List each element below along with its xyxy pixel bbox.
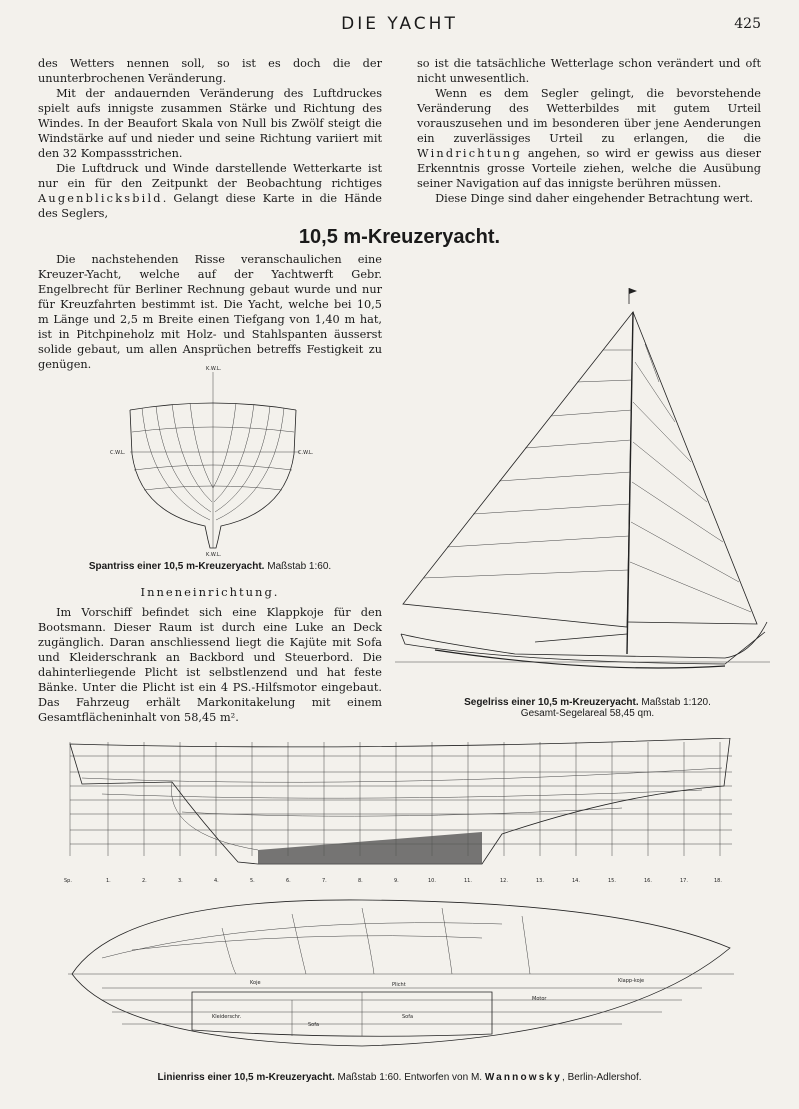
text-run: angehen, so wird er gewiss aus dieser Erkenntnis grosse Vorteile ziehen, welche die Ausübung seiner Navigation auf das innigste berühren müssen. [417,147,761,190]
plan-label: Plicht [392,982,406,988]
kwl-bottom-label: K.W.L. [206,552,222,558]
station-label: 14. [572,878,580,884]
emphasized-text: Windrichtung [417,147,522,160]
text-run: . Gelangt diese Karte in die Hände des Seglers, [38,192,382,220]
cwl-right-label: C.W.L. [298,450,314,456]
paragraph: Die nachstehenden Risse veranschaulichen eine Kreuzer-Yacht, welche auf der Yachtwerft Gebr. Engelbrecht für Berliner Rechnung gebaut wurde und nur für Kreuzfahrten bestimmt ist. Die Yacht, welche bei 10,5 m Länge und 2,5 m Breite einen Tiefgang von 1,40 m hat, ist in Pitchpineholz mit Holz- und Stahlspanten äusserst solide gebaut, um allen Ansprüchen betreffs Festigkeit zu genügen. [38,253,382,371]
paragraph: Diese Dinge sind daher eingehender Betrachtung wert. [435,192,754,205]
paragraph: des Wetters nennen soll, so ist es doch die der ununterbrochenen Veränderung. [38,57,382,85]
station-label: 6. [286,878,291,884]
caption-area: Gesamt-Segelareal 58,45 qm. [520,708,655,719]
paragraph: Mit der andauernden Veränderung des Luftdruckes spielt aufs innigste zusammen Stärke und Richtung des Windes. In der Beaufort Skala von Null bis Zwölf steigt die Windstärke auf und nieder und seine Richtung variiert mit den 32 Kompassstrichen. [38,87,382,160]
plan-label: Sofa [308,1022,320,1028]
cwl-left-label: C.W.L. [110,450,126,456]
paragraph [417,86,761,191]
station-label: 2. [142,878,147,884]
text-run: Wenn es dem Segler gelingt, die bevorstehende Veränderung des Wetterbildes mit gutem Urteil vorauszusehen und im besonderen über jene Aenderungen ein zuverlässiges Urteil zu erlangen, die die [417,87,761,145]
paragraph: Im Vorschiff befindet sich eine Klappkoje für den Bootsmann. Dieser Raum ist durch eine Luke an Deck zugänglich. Daran anschliessend liegt die Kajüte mit Sofa und Kleiderschrank an Backbord und Steuerbord. Die dahinterliegende Plicht ist selbstlenzend und hat feste Bänke. Unter die Plicht ist ein 4 PS.-Hilfsmotor eingebaut. Das Fahrzeug erhält Markonitakelung mit einem Gesamtflächeninhalt von 58,45 m². [38,606,382,724]
station-label: Sp. [64,878,72,884]
page-number: 425 [734,16,761,32]
kwl-top-label: K.W.L. [206,366,222,372]
spantriss-caption [38,561,382,572]
journal-title: DIE YACHT [341,14,458,34]
station-label: 8. [358,878,363,884]
designer-name: Wannowsky [484,1072,563,1083]
spantriss-drawing [110,362,320,558]
station-label: 4. [214,878,219,884]
plan-label: Motor [532,996,547,1002]
text-run: Die Luftdruck und Winde darstellende Wetterkarte ist nur ein für den Zeitpunkt der Beobachtung richtiges [38,162,382,190]
segelriss-drawing [395,282,775,682]
article-headline: 10,5 m-Kreuzeryacht. [298,226,501,248]
station-numbers [64,878,722,884]
top-right-column [417,56,761,206]
station-label: 10. [428,878,436,884]
station-label: 17. [680,878,688,884]
paragraph [38,161,382,221]
inner-text [38,605,382,725]
caption-scale: Maßstab 1:60. [267,561,332,572]
plan-label: Klapp-koje [618,978,645,984]
caption-title: Linienriss einer 10,5 m-Kreuzeryacht. [157,1072,335,1083]
station-label: 13. [536,878,544,884]
caption-designer: Entworfen von M. [404,1072,483,1083]
station-label: 11. [464,878,472,884]
paragraph: so ist die tatsächliche Wetterlage schon verändert und oft nicht unwesentlich. [417,57,761,85]
station-label: 16. [644,878,652,884]
station-label: 3. [178,878,183,884]
station-label: 12. [500,878,508,884]
emphasized-text: Augenblicksbild [38,192,163,205]
caption-place: , Berlin-Adlershof. [562,1072,642,1083]
plan-label: Koje [250,980,261,986]
section-heading: Inneneinrichtung. [140,585,280,599]
caption-title: Segelriss einer 10,5 m-Kreuzeryacht. [464,697,639,708]
segelriss-caption [400,697,775,719]
caption-line [400,697,775,708]
plan-label: Kleiderschr. [212,1014,242,1020]
top-left-column [38,56,382,221]
linienriss-drawing [62,738,752,1068]
intro-text [38,252,382,372]
station-label: 9. [394,878,399,884]
station-label: 7. [322,878,327,884]
station-label: 15. [608,878,616,884]
plan-label: Sofa [402,1014,414,1020]
caption-title: Spantriss einer 10,5 m-Kreuzeryacht. [88,561,265,572]
caption-scale: Maßstab 1:60. [337,1072,402,1083]
station-label: 18. [714,878,722,884]
station-label: 1. [106,878,111,884]
linienriss-caption [38,1072,761,1083]
station-label: 5. [250,878,255,884]
caption-scale: Maßstab 1:120. [641,697,711,708]
